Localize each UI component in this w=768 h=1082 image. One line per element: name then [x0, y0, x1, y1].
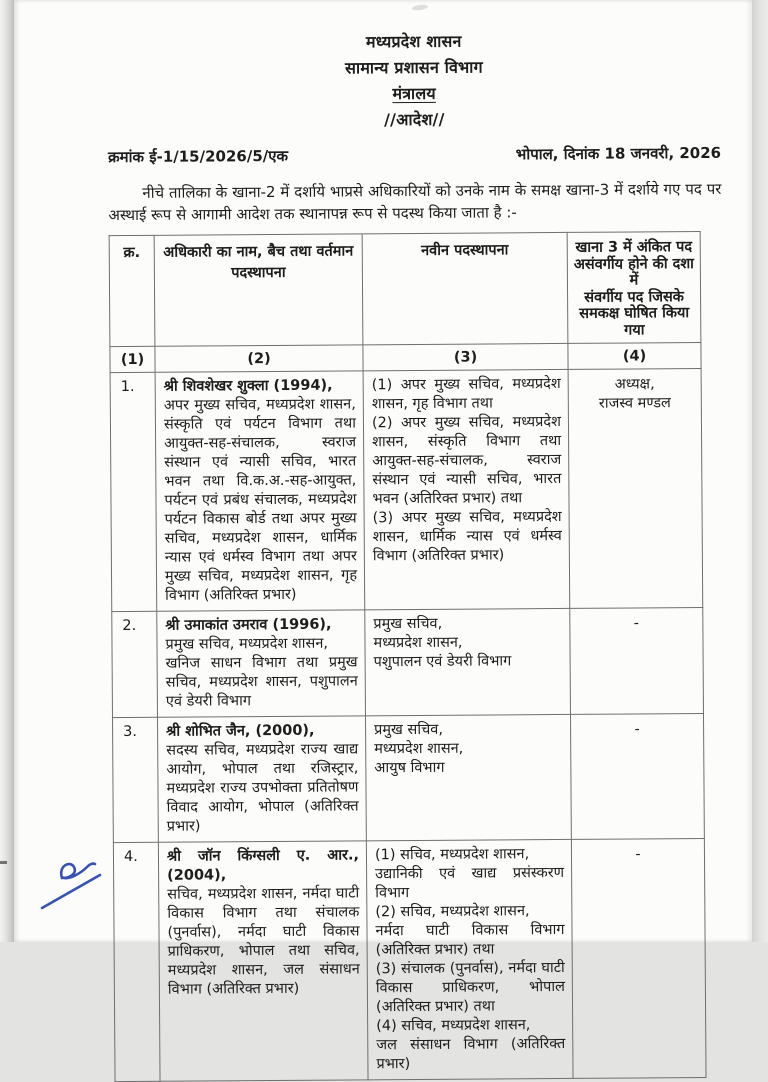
- col-header-serial: क्र.: [109, 235, 155, 346]
- intro-paragraph: नीचे तालिका के खाना-2 में दर्शाये भाप्रसे अधिकारियों को उनके नाम के समक्ष खाना-3 में दर्शाये गए पद पर अस्थाई रूप से आगामी आदेश तक स्थानापन्न रूप से पदस्थ किया जाता है :-: [108, 179, 722, 225]
- table-row: [110, 369, 703, 612]
- officer-cell: [155, 371, 365, 611]
- reference-row: [108, 143, 721, 167]
- officer-current-posting: अपर मुख्य सचिव, मध्यप्रदेश शासन, संस्कृति एवं पर्यटन विभाग तथा आयुक्त-सह-संचालक, स्वराज संस्थान एवं न्यासी सचिव, भारत भवन तथा वि.क.अ.-सह-आयुक्त, पर्यटन एवं प्रबंध संचालक, मध्यप्रदेश पर्यटन विकास बोर्ड तथा अपर मुख्य सचिव, मध्यप्रदेश शासन, धार्मिक न्यास एवं धर्मस्व विभाग तथा अपर मुख्य सचिव, मध्यप्रदेश शासन, गृह विभाग (अतिरिक्त प्रभार): [163, 396, 358, 604]
- officer-current-posting: प्रमुख सचिव, मध्यप्रदेश शासन, खनिज साधन विभाग तथा प्रमुख सचिव, मध्यप्रदेश शासन, पशुपालन एवं डेयरी विभाग: [165, 635, 358, 710]
- column-number: (2): [155, 345, 363, 372]
- column-number-row: [110, 343, 701, 373]
- document-content: [107, 0, 728, 1082]
- officer-cell: [158, 841, 368, 1081]
- column-number: (1): [110, 346, 155, 372]
- header-department: सामान्य प्रशासन विभाग: [345, 57, 483, 78]
- scan-speck: [0, 861, 7, 864]
- new-posting-cell: (1) सचिव, मध्यप्रदेश शासन, उद्यानिकी एवं खाद्य प्रसंस्करण विभाग (2) सचिव, मध्यप्रदेश शासन, नर्मदा घाटी विकास विभाग (अतिरिक्त प्रभार) तथा (3) संचालक (पुनर्वास), नर्मदा घाटी विकास प्राधिकरण, भोपाल (अतिरिक्त प्रभार) तथा (4) सचिव, मध्यप्रदेश शासन, जल संसाधन विभाग (अतिरिक्त प्रभार): [366, 839, 573, 1079]
- column-number: (3): [363, 343, 568, 370]
- table-row: [113, 713, 705, 842]
- officer-name: श्री उमाकांत उमराव (1996),: [165, 616, 332, 634]
- row-serial: 3.: [113, 717, 159, 842]
- header-order-title: //आदेश//: [384, 109, 445, 130]
- scan-gutter-right: [752, 0, 768, 942]
- equivalent-post-cell: अध्यक्ष, राजस्व मण्डल: [568, 369, 703, 609]
- equivalent-post-cell: -: [571, 838, 706, 1078]
- col-header-new-posting: नवीन पदस्थापना: [362, 232, 568, 344]
- officer-current-posting: सदस्य सचिव, मध्यप्रदेश राज्य खाद्य आयोग, भोपाल तथा रजिस्ट्रार, मध्यप्रदेश राज्य उपभोक्ता प्रतितोषण विवाद आयोग, भोपाल (अतिरिक्त प्रभार): [166, 741, 359, 835]
- equivalent-post-cell: -: [570, 607, 704, 714]
- reference-number: क्रमांक ई-1/15/2026/5/एक: [108, 146, 289, 167]
- officer-name: श्री शिवशेखर शुक्ला (1994),: [163, 377, 333, 395]
- column-number: (4): [568, 343, 701, 370]
- new-posting-cell: (1) अपर मुख्य सचिव, मध्यप्रदेश शासन, गृह विभाग तथा (2) अपर मुख्य सचिव, मध्यप्रदेश शासन, संस्कृति विभाग तथा आयुक्त-सह-संचालक, स्वराज संस्थान एवं न्यासी सचिव, भारत भवन (अतिरिक्त प्रभार) तथा (3) अपर मुख्य सचिव, मध्यप्रदेश शासन, धार्मिक न्यास एवं धर्मस्व विभाग (अतिरिक्त प्रभार): [363, 369, 570, 609]
- new-posting-cell: प्रमुख सचिव, मध्यप्रदेश शासन, पशुपालन एवं डेयरी विभाग: [365, 608, 571, 715]
- table-row: [112, 607, 704, 717]
- equivalent-post-cell: -: [570, 713, 704, 839]
- scan-gutter-left: [0, 0, 14, 942]
- col-header-equivalent: खाना 3 में अंकित पद असंवर्गीय होने की दशा में संवर्गीय पद जिसके समकक्ष घोषित किया गया: [567, 232, 701, 344]
- officer-name: श्री शोभित जैन, (2000),: [166, 722, 315, 740]
- signature-scribble-icon: [34, 848, 126, 918]
- header-mantralaya: मंत्रालय: [392, 83, 436, 104]
- new-posting-cell: प्रमुख सचिव, मध्यप्रदेश शासन, आयुष विभाग: [365, 714, 571, 840]
- officer-name: श्री जॉन किंग्सली ए. आर., (2004),: [166, 847, 360, 884]
- place-and-date: भोपाल, दिनांक 18 जनवरी, 2026: [515, 143, 722, 164]
- row-serial: 4.: [113, 842, 160, 1081]
- row-serial: 1.: [110, 372, 157, 611]
- officer-cell: [158, 716, 367, 842]
- officer-cell: [157, 610, 366, 717]
- postings-table: [109, 231, 707, 1082]
- header-government: मध्यप्रदेश शासन: [365, 31, 462, 52]
- officer-current-posting: सचिव, मध्यप्रदेश शासन, नर्मदा घाटी विकास विभाग तथा संचालक (पुनर्वास), नर्मदा घाटी विकास प्राधिकरण, भोपाल तथा सचिव, मध्यप्रदेश शासन, जल संसाधन विभाग (अतिरिक्त प्रभार): [167, 885, 360, 998]
- document-header: [107, 27, 721, 135]
- table-row: [113, 838, 706, 1081]
- row-serial: 2.: [112, 611, 158, 717]
- col-header-officer: अधिकारी का नाम, बैच तथा वर्तमान पदस्थापना: [154, 234, 363, 346]
- table-header-row: [109, 232, 701, 347]
- paper-sheet: [14, 0, 752, 1073]
